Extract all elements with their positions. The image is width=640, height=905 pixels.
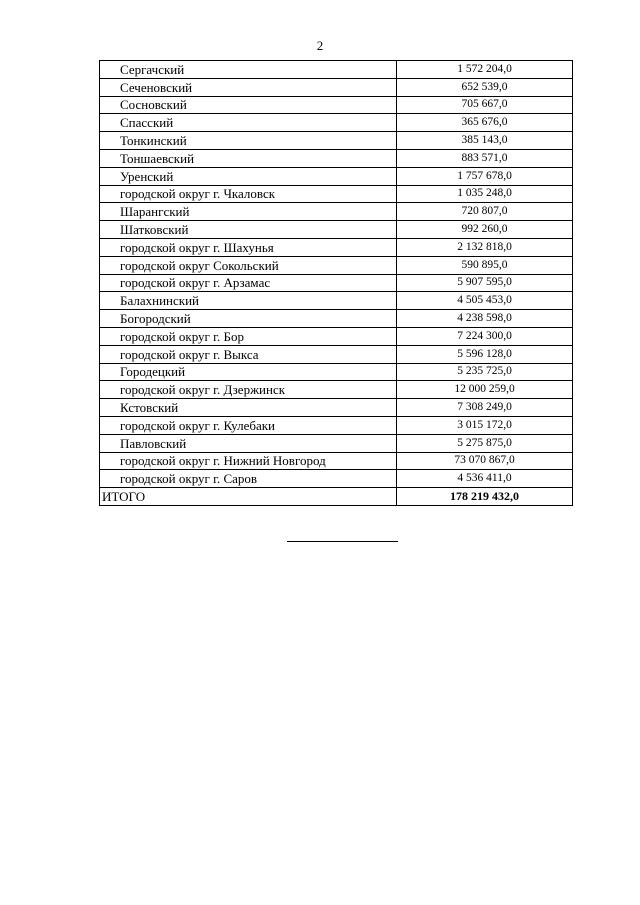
district-value: 73 070 867,0	[397, 452, 573, 470]
table-row	[100, 327, 573, 345]
district-name: Тоншаевский	[100, 149, 397, 167]
allocation-table	[99, 60, 573, 506]
table-row	[100, 310, 573, 328]
district-name: городской округ г. Чкаловск	[100, 185, 397, 203]
district-value: 365 676,0	[397, 114, 573, 132]
district-value: 5 596 128,0	[397, 345, 573, 363]
district-value: 3 015 172,0	[397, 416, 573, 434]
district-value: 1 572 204,0	[397, 61, 573, 79]
district-name: городской округ г. Выкса	[100, 345, 397, 363]
district-value: 4 505 453,0	[397, 292, 573, 310]
table-row	[100, 185, 573, 203]
district-value: 1 035 248,0	[397, 185, 573, 203]
district-value: 12 000 259,0	[397, 381, 573, 399]
table-row	[100, 452, 573, 470]
table-row	[100, 78, 573, 96]
district-value: 5 907 595,0	[397, 274, 573, 292]
district-name: Шатковский	[100, 221, 397, 239]
table-body	[100, 61, 573, 506]
table-row	[100, 274, 573, 292]
table-row	[100, 470, 573, 488]
table-row	[100, 434, 573, 452]
table-row	[100, 221, 573, 239]
district-value: 652 539,0	[397, 78, 573, 96]
district-name: Кстовский	[100, 399, 397, 417]
district-name: городской округ г. Арзамас	[100, 274, 397, 292]
district-name: Уренский	[100, 167, 397, 185]
district-value: 705 667,0	[397, 96, 573, 114]
district-value: 5 235 725,0	[397, 363, 573, 381]
district-value: 992 260,0	[397, 221, 573, 239]
district-name: городской округ г. Нижний Новгород	[100, 452, 397, 470]
district-value: 7 308 249,0	[397, 399, 573, 417]
table-row	[100, 345, 573, 363]
district-value: 5 275 875,0	[397, 434, 573, 452]
district-value: 4 238 598,0	[397, 310, 573, 328]
district-name: городской округ г. Бор	[100, 327, 397, 345]
district-name: Балахнинский	[100, 292, 397, 310]
table-row	[100, 132, 573, 150]
district-name: городской округ г. Шахунья	[100, 238, 397, 256]
table-row	[100, 149, 573, 167]
table-row	[100, 114, 573, 132]
district-name: городской округ Сокольский	[100, 256, 397, 274]
district-name: городской округ г. Кулебаки	[100, 416, 397, 434]
total-label: ИТОГО	[100, 488, 397, 506]
district-name: Павловский	[100, 434, 397, 452]
district-value: 883 571,0	[397, 149, 573, 167]
table-row	[100, 256, 573, 274]
table-row	[100, 61, 573, 79]
table-row	[100, 381, 573, 399]
total-value: 178 219 432,0	[397, 488, 573, 506]
district-value: 385 143,0	[397, 132, 573, 150]
end-divider-line	[287, 541, 398, 542]
district-name: Сергачский	[100, 61, 397, 79]
table-row	[100, 363, 573, 381]
district-value: 720 807,0	[397, 203, 573, 221]
district-value: 1 757 678,0	[397, 167, 573, 185]
district-name: Шарангский	[100, 203, 397, 221]
district-name: Сеченовский	[100, 78, 397, 96]
table-row	[100, 416, 573, 434]
district-value: 590 895,0	[397, 256, 573, 274]
district-name: городской округ г. Саров	[100, 470, 397, 488]
table-row	[100, 238, 573, 256]
district-value: 2 132 818,0	[397, 238, 573, 256]
table-row	[100, 203, 573, 221]
total-row	[100, 488, 573, 506]
table-row	[100, 399, 573, 417]
table-row	[100, 292, 573, 310]
district-value: 7 224 300,0	[397, 327, 573, 345]
district-name: городской округ г. Дзержинск	[100, 381, 397, 399]
district-name: Тонкинский	[100, 132, 397, 150]
page-number: 2	[316, 38, 324, 53]
district-name: Городецкий	[100, 363, 397, 381]
district-value: 4 536 411,0	[397, 470, 573, 488]
district-name: Сосновский	[100, 96, 397, 114]
district-name: Богородский	[100, 310, 397, 328]
table-row	[100, 96, 573, 114]
district-name: Спасский	[100, 114, 397, 132]
table-row	[100, 167, 573, 185]
